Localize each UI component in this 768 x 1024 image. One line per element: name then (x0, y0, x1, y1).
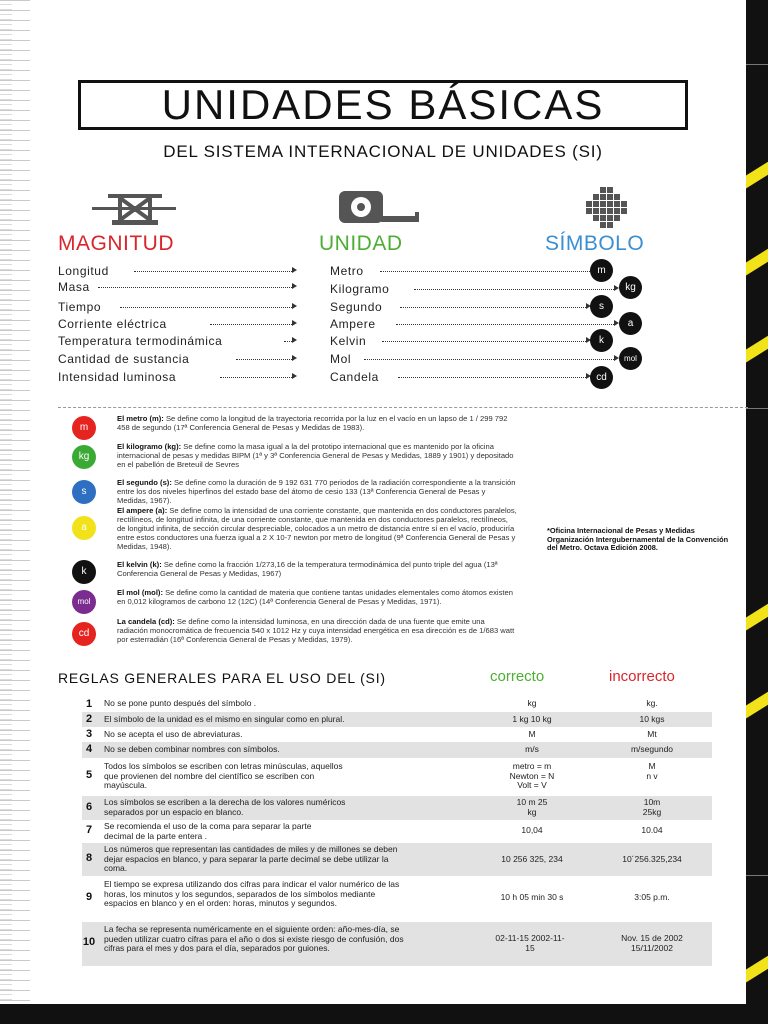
definition-text: Se define como la fracción 1/273,16 de la temperatura termodinámica del punto triple del agua (13ª Conferencia General de Pesas y Medidas, 1967) (117, 560, 498, 578)
rule-row (82, 712, 712, 727)
magnitud-label: Masa (58, 280, 90, 294)
rule-row (82, 878, 712, 920)
rule-text: El símbolo de la unidad es el mismo en singular como en plural. (104, 714, 345, 724)
symbol-dot: mol (72, 590, 96, 614)
symbol-dot: k (72, 560, 96, 584)
magnitud-label: Tiempo (58, 300, 102, 314)
rule-text: La fecha se representa numéricamente en el siguiente orden: año-mes-día, se pueden utilizar cuatro cifras para el año o dos si existe riesgo de confusión, dos cifras para el mes y dos para el día, separados por guiones. (104, 924, 404, 953)
definition-text: Se define como la cantidad de materia que contiene tantas unidades elementales como átomos existen en 0,012 kilogramos de carbono 12 (12C) (14ª Conferencia General de Pesas y Medidas, 1971). (117, 588, 513, 606)
rule-text: No se pone punto después del símbolo . (104, 698, 257, 708)
rule-incorrect: m/segundo (630, 744, 674, 754)
rule-number: 4 (85, 743, 93, 755)
rule-text: Los números que representan las cantidades de miles y de millones se deben dejar espacios en blanco, y para separar la parte decimal se debe utilizar la coma. (104, 844, 398, 873)
definition-name: El kilogramo (kg): (117, 442, 182, 451)
rule-text: El tiempo se expresa utilizando dos cifras para indicar el valor numérico de las horas, los minutos y los segundos, separados de los símbolos mediante espacios en blanco y en el orden: horas, minutos y segundos. (104, 879, 400, 908)
unit-row (58, 317, 518, 333)
symbol-badge: mol (619, 347, 642, 370)
rule-correct: 10 h 05 min 30 s (500, 892, 564, 902)
page-title: UNIDADES BÁSICAS (78, 80, 688, 130)
definition-name: El segundo (s): (117, 478, 172, 487)
unidad-label: Segundo (330, 300, 383, 314)
magnitud-label: Cantidad de sustancia (58, 352, 190, 366)
symbol-grid-icon (578, 185, 634, 231)
rule-correct: metro = m Newton = N Volt = V (509, 761, 555, 790)
symbol-dot: cd (72, 622, 96, 646)
bottom-band (0, 1004, 768, 1024)
rule-row (82, 922, 712, 966)
symbol-badge: a (619, 312, 642, 335)
rule-number: 5 (85, 769, 93, 781)
rule-text: No se acepta el uso de abreviaturas. (104, 729, 243, 739)
header-magnitud: MAGNITUD (58, 232, 174, 255)
rule-row (82, 820, 712, 842)
rule-correct: 1 kg 10 kg (512, 714, 552, 724)
right-hazard-band (746, 0, 768, 1024)
magnitud-label: Longitud (58, 264, 109, 278)
rule-text: Todos los símbolos se escriben con letras minúsculas, aquellos que provienen del nombre del científico se escriben con mayúscula. (104, 761, 343, 790)
definition-text: Se define como la intensidad luminosa, en una dirección dada de una fuente que emite una radiación monocromática de frecuencia 540 x 1012 Hz y cuya intensidad energética en esa dirección es de 1/683 watt por esterradián (16ª Conferencia General de Pesas y Medidas, 1979). (117, 617, 515, 644)
rule-correct: kg (527, 698, 537, 708)
definition-name: El ampere (a): (117, 506, 168, 515)
left-ruler (0, 0, 30, 1024)
rule-incorrect: Mt (647, 729, 657, 739)
rule-text: No se deben combinar nombres con símbolos. (104, 744, 280, 754)
rule-number: 9 (85, 891, 93, 903)
rule-number: 2 (85, 713, 93, 725)
rules-correct-header: correcto (490, 668, 545, 685)
unit-row (58, 264, 518, 280)
header-unidad: UNIDAD (319, 232, 403, 255)
rule-number: 3 (85, 728, 93, 740)
rule-number: 8 (85, 852, 93, 864)
rule-number: 7 (85, 824, 93, 836)
unidad-label: Kilogramo (330, 282, 390, 296)
footnote: *Oficina Internacional de Pesas y Medidas Organización Intergubernamental de la Convención del Metro. Octava Edición 2008. (547, 526, 729, 553)
symbol-badge: kg (619, 276, 642, 299)
rule-incorrect: 10m 25kg (642, 797, 662, 817)
magnitud-label: Corriente eléctrica (58, 317, 167, 331)
unit-row (58, 300, 518, 316)
unidad-label: Mol (330, 352, 352, 366)
unidad-label: Metro (330, 264, 364, 278)
definition-text: Se define como la longitud de la trayectoria recorrida por la luz en el vacío en un lapso de 1 / 299 792 458 de segundo (17ª Conferencia General de Pesas y Medidas de 1983). (117, 414, 508, 432)
rules-incorrect-header: incorrecto (609, 668, 675, 685)
definition-name: El mol (mol): (117, 588, 163, 597)
definition-text: Se define como la intensidad de una corriente constante, que mantenida en dos conductores paralelos, rectilíneos, de longitud infinita, de una corriente constante, que mantenida en dos conductores paralelos, rectilíneos, de longitud infinita, de sección circular despreciable, colocados a un metro de distancia entre sí en el vacío, produciría entre estos conductores una fuerza igual a 2 X 10-7 newton por metro de longitud (9ª Conferencia General de Pesas y Medidas, 1948). (117, 506, 517, 551)
rule-row (82, 696, 712, 712)
rules-title: REGLAS GENERALES PARA EL USO DEL (SI) (58, 670, 386, 686)
definition-name: La candela (cd): (117, 617, 175, 626)
unit-row (58, 334, 518, 350)
symbol-badge: k (590, 329, 613, 352)
unidad-label: Kelvin (330, 334, 367, 348)
unidad-label: Ampere (330, 317, 376, 331)
unidad-label: Candela (330, 370, 379, 384)
rule-number: 1 (85, 698, 93, 710)
definition-name: El kelvin (k): (117, 560, 162, 569)
rule-correct: 10 256 325, 234 (501, 854, 563, 864)
symbol-badge: cd (590, 366, 613, 389)
symbol-dot: m (72, 416, 96, 440)
definition-text: Se define como la masa igual a la del prototipo internacional que es mantenido por la oficina internacional de pesas y medidas BIPM (1ª y 3ª Conferencia General de Pesas y Medidas, 1889 y 1901) y depositado en el pabellón de Breteuil de Sevres (117, 442, 514, 469)
definition-text: Se define como la duración de 9 192 631 770 periodos de la radiación correspondiente a la transición entre los dos niveles hiperfinos del estado base del átomo de cesio 133 (13ª Conferencia General de Pesas y Medidas, 1967). (117, 478, 516, 505)
unit-row (58, 280, 518, 296)
rule-row (82, 759, 712, 795)
symbol-badge: s (590, 295, 613, 318)
magnitud-label: Intensidad luminosa (58, 370, 177, 384)
magnitud-label: Temperatura termodinámica (58, 334, 223, 348)
header-simbolo: SÍMBOLO (545, 232, 645, 255)
rule-row (82, 796, 712, 820)
symbol-dot: kg (72, 445, 96, 469)
car-jack-icon (90, 190, 180, 230)
rule-incorrect: 10´256.325,234 (622, 854, 682, 864)
rule-number: 6 (85, 801, 93, 813)
unit-row (58, 352, 518, 368)
rule-incorrect: 3:05 p.m. (634, 892, 670, 902)
rule-row (82, 742, 712, 758)
rule-correct: 02-11-15 2002-11-15 (495, 933, 565, 953)
rule-correct: 10 m 25 kg (516, 797, 548, 817)
symbol-dot: s (72, 480, 96, 504)
rule-number: 10 (82, 936, 96, 948)
rule-row (82, 727, 712, 742)
rule-incorrect: 10 kgs (639, 714, 665, 724)
rule-incorrect: M n v (646, 761, 658, 781)
rule-correct: M (528, 729, 536, 739)
rule-correct: 10,04 (521, 825, 543, 835)
symbol-badge: m (590, 259, 613, 282)
rule-incorrect: 10.04 (641, 825, 663, 835)
rule-text: Los símbolos se escriben a la derecha de los valores numéricos separados por un espacio en blanco. (104, 797, 346, 817)
rule-correct: m/s (525, 744, 539, 754)
section-divider (58, 407, 748, 408)
rule-incorrect: kg. (646, 698, 658, 708)
unit-row (58, 370, 518, 386)
definition-name: El metro (m): (117, 414, 164, 423)
tape-measure-icon (335, 188, 425, 230)
rule-incorrect: Nov. 15 de 2002 15/11/2002 (621, 933, 683, 953)
rule-row (82, 843, 712, 876)
symbol-dot: a (72, 516, 96, 540)
rule-text: Se recomienda el uso de la coma para separar la parte decimal de la parte entera . (104, 821, 312, 841)
page-subtitle: DEL SISTEMA INTERNACIONAL DE UNIDADES (SI) (163, 142, 603, 161)
